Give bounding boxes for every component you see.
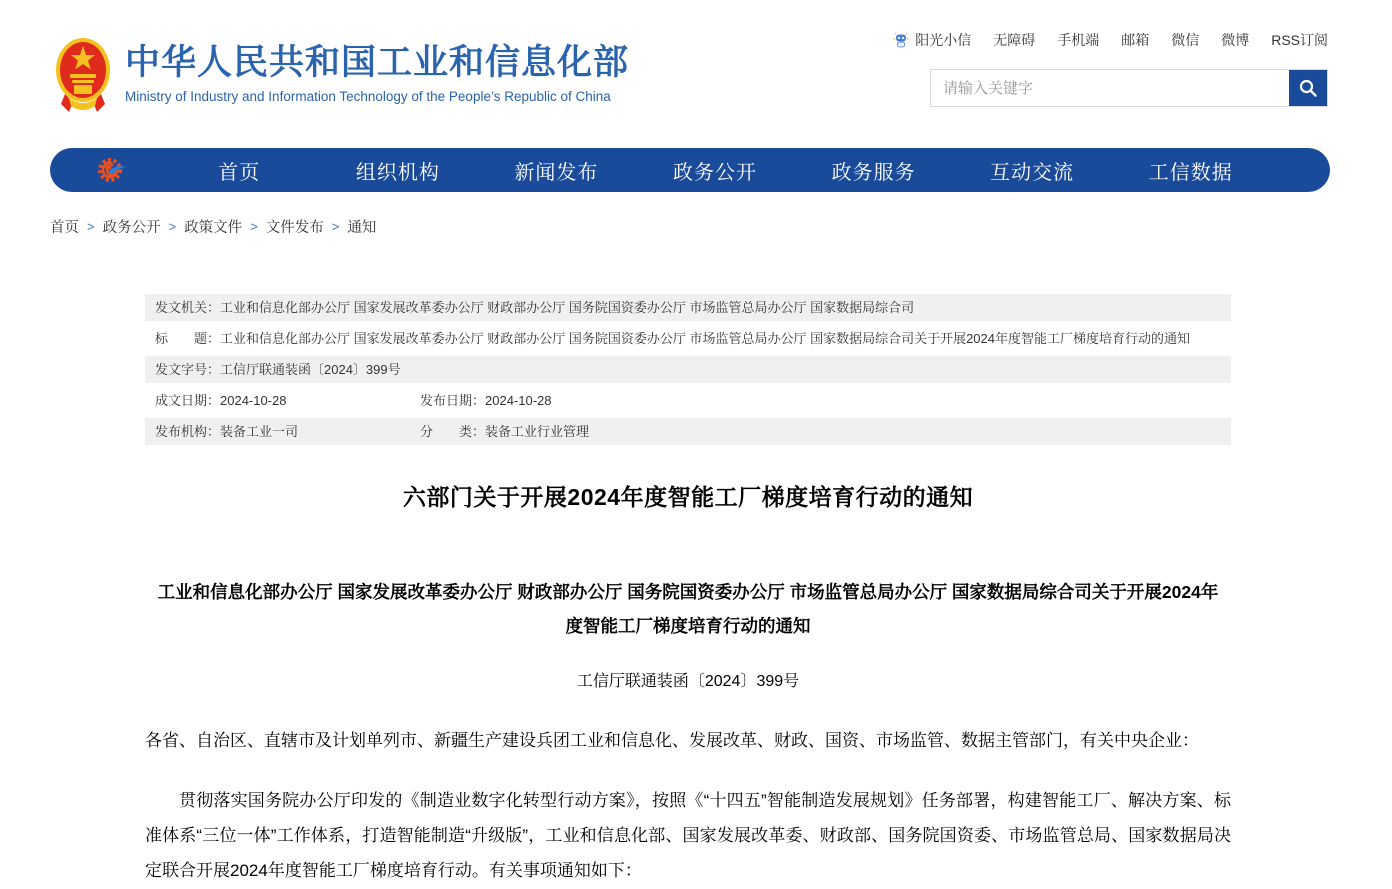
meta-row-dates <box>145 387 1231 414</box>
breadcrumb-notice[interactable]: 通知 <box>347 220 377 236</box>
rss-link[interactable]: RSS订阅 <box>1271 32 1328 48</box>
site-brand[interactable] <box>55 36 629 112</box>
meta-publish-date <box>420 392 552 409</box>
meta-row-title <box>145 325 1231 352</box>
article-title: 六部门关于开展2024年度智能工厂梯度培育行动的通知 <box>402 484 974 510</box>
brand-text <box>125 44 629 105</box>
meta-value: 2024-10-28 <box>220 393 287 408</box>
nav-item-home[interactable]: 首页 <box>218 161 261 184</box>
nav-item-news[interactable]: 新闻发布 <box>514 161 599 184</box>
nav-item-miit-data[interactable]: 工信数据 <box>1148 161 1233 184</box>
meta-row-doc-number <box>145 356 1231 383</box>
breadcrumb-home[interactable]: 首页 <box>50 220 79 236</box>
site-title: 中华人民共和国工业和信息化部 <box>125 42 630 82</box>
meta-written-date <box>155 392 420 409</box>
breadcrumb-separator: > <box>87 219 95 234</box>
meta-value: 工业和信息化部办公厅 国家发展改革委办公厅 财政部办公厅 国务院国资委办公厅 市场监管总局办公厅 国家数据局综合司 <box>220 300 915 315</box>
mobile-link[interactable]: 手机端 <box>1057 32 1100 48</box>
meta-label: 成文日期： <box>155 393 221 408</box>
document-meta-table <box>145 294 1231 445</box>
meta-value: 装备工业一司 <box>220 424 299 439</box>
robot-icon <box>892 31 910 49</box>
article-doc-number: 工信厅联通装函〔2024〕399号 <box>576 672 800 690</box>
site-header <box>0 0 1392 140</box>
meta-label: 发文字号： <box>155 362 221 377</box>
breadcrumb-policy-documents[interactable]: 政策文件 <box>184 220 243 236</box>
search-box <box>930 69 1328 107</box>
accessibility-link[interactable]: 无障碍 <box>993 32 1036 48</box>
meta-value: 工信厅联通装函〔2024〕399号 <box>220 362 401 377</box>
article-paragraph: 贯彻落实国务院办公厅印发的《制造业数字化转型行动方案》，按照《“十四五”智能制造发展规划》任务部署，构建智能工厂、解决方案、标准体系“三位一体”工作体系，打造智能制造“升级版”，工业和信息化部、国家发展改革委、财政部、国务院国资委、市场监管总局、国家数据局决定联合开展2024年度智能工厂梯度培育行动。有关事项通知如下： <box>145 790 1231 880</box>
breadcrumb-gov-disclosure[interactable]: 政务公开 <box>102 220 161 236</box>
wechat-link[interactable]: 微信 <box>1171 32 1200 48</box>
article-subtitle: 工业和信息化部办公厅 国家发展改革委办公厅 财政部办公厅 国务院国资委办公厅 市场监管总局办公厅 国家数据局综合司关于开展2024年度智能工厂梯度培育行动的通知 <box>157 581 1219 636</box>
search-input[interactable] <box>931 70 1289 106</box>
site-subtitle: Ministry of Industry and Information Technology of the People’s Republic of China <box>125 89 611 105</box>
meta-category <box>420 423 589 440</box>
meta-label: 分 类： <box>420 424 486 439</box>
nav-item-gov-services[interactable]: 政务服务 <box>831 161 916 184</box>
utility-bar <box>892 30 1328 50</box>
mail-link[interactable]: 邮箱 <box>1121 32 1150 48</box>
article-body <box>145 723 1231 888</box>
meta-row-org-category <box>145 418 1231 445</box>
main-nav <box>50 148 1330 192</box>
document-content <box>145 294 1231 888</box>
nav-item-interaction[interactable]: 互动交流 <box>990 161 1075 184</box>
utility-link-label: 阳光小信 <box>915 32 972 48</box>
meta-label: 发文机关： <box>155 300 221 315</box>
sunshine-assistant-link[interactable] <box>892 30 971 50</box>
meta-label: 标 题： <box>155 331 221 346</box>
search-icon <box>1298 78 1318 98</box>
breadcrumb-separator: > <box>331 219 340 234</box>
meta-label: 发布日期： <box>420 393 486 408</box>
breadcrumb <box>50 216 376 237</box>
national-emblem-logo <box>55 36 111 112</box>
breadcrumb-separator: > <box>168 219 177 234</box>
article-paragraph: 各省、自治区、直辖市及计划单列市、新疆生产建设兵团工业和信息化、发展改革、财政、国资、市场监管、数据主管部门，有关中央企业： <box>145 730 1199 750</box>
meta-row-issuing-org <box>145 294 1231 321</box>
search-button[interactable] <box>1289 70 1327 106</box>
weibo-link[interactable]: 微博 <box>1221 32 1250 48</box>
nav-item-gov-disclosure[interactable]: 政务公开 <box>673 161 758 184</box>
meta-value: 2024-10-28 <box>485 393 552 408</box>
miit-gear-logo <box>96 155 130 185</box>
meta-label: 发布机构： <box>155 424 221 439</box>
meta-value: 工业和信息化部办公厅 国家发展改革委办公厅 财政部办公厅 国务院国资委办公厅 市场监管总局办公厅 国家数据局综合司关于开展2024年度智能工厂梯度培育行动的通知 <box>220 331 1190 346</box>
meta-value: 装备工业行业管理 <box>485 424 590 439</box>
breadcrumb-separator: > <box>250 219 258 234</box>
article <box>145 483 1231 888</box>
breadcrumb-document-release[interactable]: 文件发布 <box>265 220 324 236</box>
nav-item-organization[interactable]: 组织机构 <box>355 161 440 184</box>
meta-publish-org <box>155 423 420 440</box>
